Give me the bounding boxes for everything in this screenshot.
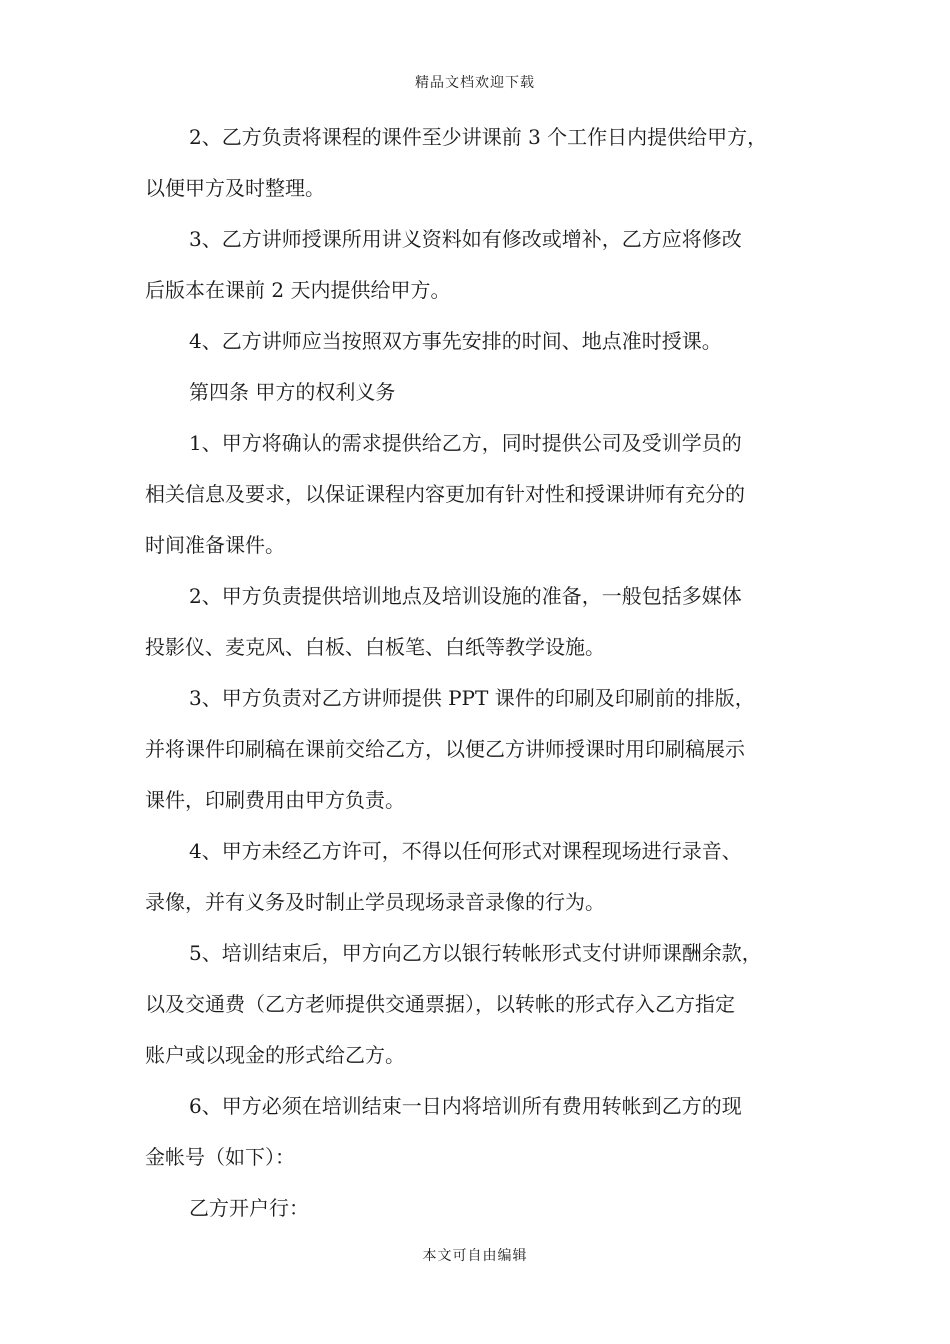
text-line: 5、培训结束后，甲方向乙方以银行转帐形式支付讲师课酬余款， [189,941,762,965]
text-line: 2、乙方负责将课程的课件至少讲课前 3 个工作日内提供给甲方， [189,125,768,149]
clause-paragraph [145,928,810,1081]
page-footer: 本文可自由编辑 [422,1248,528,1264]
text-line: 3、甲方负责对乙方讲师提供 PPT 课件的印刷及印刷前的排版， [189,686,755,710]
page-header: 精品文档欢迎下载 [415,75,535,91]
text-line: 以便甲方及时整理。 [145,176,325,200]
text-line: 6、甲方必须在培训结束一日内将培训所有费用转帐到乙方的现 [189,1094,742,1118]
clause-paragraph [145,826,810,928]
text-line: 后版本在课前 2 天内提供给甲方。 [145,278,451,302]
text-line: 3、乙方讲师授课所用讲义资料如有修改或增补，乙方应将修改 [189,227,742,251]
text-line: 课件，印刷费用由甲方负责。 [145,788,405,812]
clause-paragraph [145,571,810,673]
text-line: 1、甲方将确认的需求提供给乙方，同时提供公司及受训学员的 [189,431,742,455]
text-line: 金帐号（如下）： [145,1145,295,1169]
text-line: 相关信息及要求，以保证课程内容更加有针对性和授课讲师有充分的 [145,482,745,506]
text-line: 4、甲方未经乙方许可，不得以任何形式对课程现场进行录音、 [189,839,742,863]
document-body [145,112,810,1234]
clause-paragraph [145,214,810,316]
clause-paragraph [145,112,810,214]
text-line: 乙方开户行： [189,1196,309,1220]
text-line: 4、乙方讲师应当按照双方事先安排的时间、地点准时授课。 [189,329,722,353]
text-line: 投影仪、麦克风、白板、白板笔、白纸等教学设施。 [145,635,605,659]
text-line: 并将课件印刷稿在课前交给乙方，以便乙方讲师授课时用印刷稿展示 [145,737,745,761]
text-line: 以及交通费（乙方老师提供交通票据），以转帐的形式存入乙方指定 [145,992,735,1016]
text-line: 2、甲方负责提供培训地点及培训设施的准备，一般包括多媒体 [189,584,742,608]
text-line: 第四条 甲方的权利义务 [189,380,396,404]
clause-paragraph [145,316,810,367]
text-line: 时间准备课件。 [145,533,285,557]
text-line: 账户或以现金的形式给乙方。 [145,1043,405,1067]
section-heading [145,367,810,418]
clause-paragraph [145,1081,810,1183]
clause-paragraph [145,418,810,571]
clause-paragraph [145,1183,810,1234]
text-line: 录像，并有义务及时制止学员现场录音录像的行为。 [145,890,605,914]
clause-paragraph [145,673,810,826]
